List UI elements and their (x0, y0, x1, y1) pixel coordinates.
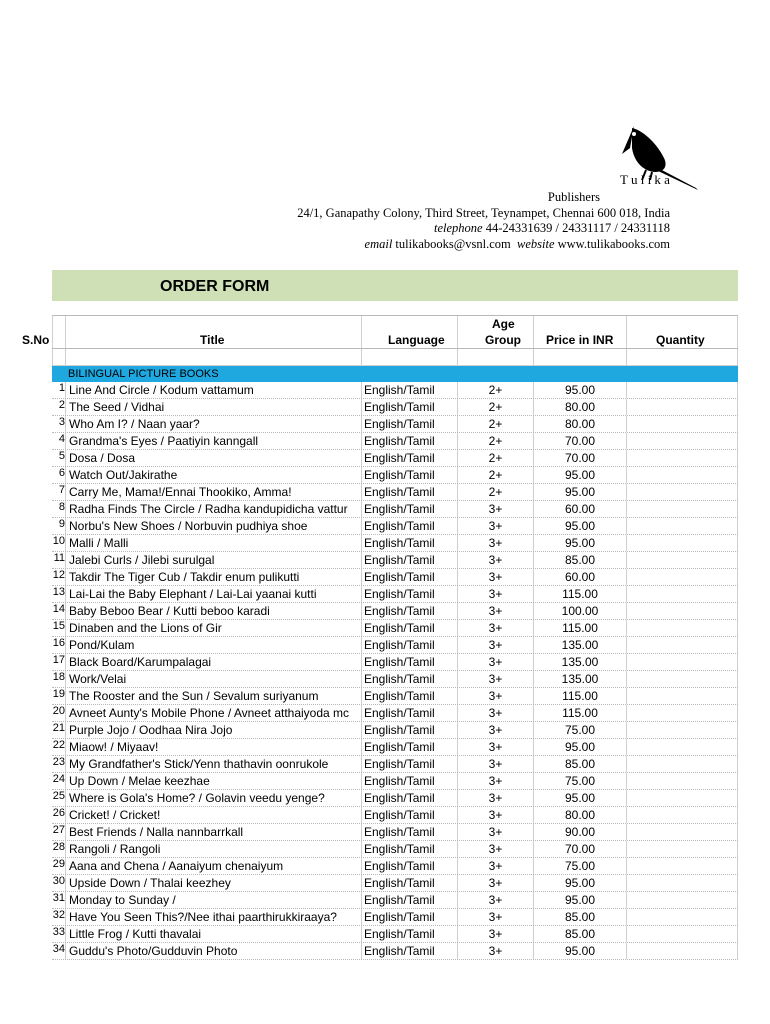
row-language: English/Tamil (361, 773, 457, 789)
row-sno: 10 (52, 535, 65, 547)
row-age-group: 3+ (457, 552, 533, 568)
row-language: English/Tamil (361, 790, 457, 806)
header-price: Price in INR (546, 333, 614, 347)
row-sno: 17 (52, 654, 65, 666)
quantity-input[interactable] (626, 756, 738, 772)
quantity-input[interactable] (626, 637, 738, 653)
row-language: English/Tamil (361, 620, 457, 636)
quantity-input[interactable] (626, 552, 738, 568)
row-price: 95.00 (533, 892, 626, 908)
quantity-input[interactable] (626, 518, 738, 534)
row-title: Norbu's New Shoes / Norbuvin pudhiya shoe (65, 518, 361, 534)
row-age-group: 3+ (457, 790, 533, 806)
row-sno: 15 (52, 620, 65, 632)
row-price: 95.00 (533, 467, 626, 483)
table-row (52, 416, 738, 433)
row-sno: 33 (52, 926, 65, 938)
header-quantity: Quantity (656, 333, 705, 347)
header-title: Title (200, 333, 225, 347)
row-language: English/Tamil (361, 569, 457, 585)
quantity-input[interactable] (626, 688, 738, 704)
row-language: English/Tamil (361, 671, 457, 687)
row-sno: 29 (52, 858, 65, 870)
row-age-group: 3+ (457, 705, 533, 721)
address: 24/1, Ganapathy Colony, Third Street, Teynampet, Chennai 600 018, India (297, 205, 670, 220)
category-label: BILINGUAL PICTURE BOOKS (68, 368, 219, 380)
row-title: Rangoli / Rangoli (65, 841, 361, 857)
row-language: English/Tamil (361, 399, 457, 415)
contact-line (297, 237, 670, 253)
row-sno: 28 (52, 841, 65, 853)
row-language: English/Tamil (361, 943, 457, 959)
row-title: Grandma's Eyes / Paatiyin kanngall (65, 433, 361, 449)
row-sno: 13 (52, 586, 65, 598)
table-row (52, 620, 738, 637)
row-title: Guddu's Photo/Gudduvin Photo (65, 943, 361, 959)
row-age-group: 3+ (457, 722, 533, 738)
row-price: 85.00 (533, 756, 626, 772)
quantity-input[interactable] (626, 807, 738, 823)
row-language: English/Tamil (361, 705, 457, 721)
row-title: Purple Jojo / Oodhaa Nira Jojo (65, 722, 361, 738)
row-sno: 16 (52, 637, 65, 649)
row-language: English/Tamil (361, 807, 457, 823)
row-age-group: 3+ (457, 739, 533, 755)
row-title: Jalebi Curls / Jilebi surulgal (65, 552, 361, 568)
row-price: 95.00 (533, 518, 626, 534)
table-row (52, 688, 738, 705)
table-row (52, 637, 738, 654)
tulika-logo (612, 118, 704, 190)
row-age-group: 3+ (457, 909, 533, 925)
quantity-input[interactable] (626, 433, 738, 449)
row-title: Miaow! / Miyaav! (65, 739, 361, 755)
row-language: English/Tamil (361, 382, 457, 398)
row-age-group: 3+ (457, 637, 533, 653)
row-age-group: 3+ (457, 620, 533, 636)
row-sno: 27 (52, 824, 65, 836)
table-row (52, 858, 738, 875)
row-title: Monday to Sunday / (65, 892, 361, 908)
table-row (52, 739, 738, 756)
row-sno: 22 (52, 739, 65, 751)
row-sno: 34 (52, 943, 65, 955)
row-language: English/Tamil (361, 603, 457, 619)
table-row (52, 467, 738, 484)
row-language: English/Tamil (361, 875, 457, 891)
row-price: 75.00 (533, 773, 626, 789)
row-age-group: 3+ (457, 824, 533, 840)
header-language: Language (388, 333, 445, 347)
row-price: 95.00 (533, 943, 626, 959)
row-title: Watch Out/Jakirathe (65, 467, 361, 483)
spacer-cell (361, 349, 457, 365)
quantity-input[interactable] (626, 399, 738, 415)
header-sno: S.No (22, 333, 50, 347)
row-age-group: 3+ (457, 858, 533, 874)
row-title: Little Frog / Kutti thavalai (65, 926, 361, 942)
row-sno: 23 (52, 756, 65, 768)
row-title: Where is Gola's Home? / Golavin veedu yenge? (65, 790, 361, 806)
quantity-input[interactable] (626, 892, 738, 908)
row-age-group: 3+ (457, 773, 533, 789)
row-title: The Rooster and the Sun / Sevalum suriyanum (65, 688, 361, 704)
row-title: Dosa / Dosa (65, 450, 361, 466)
quantity-input[interactable] (626, 926, 738, 942)
spacer-cell (533, 349, 626, 365)
table-row (52, 926, 738, 943)
quantity-input[interactable] (626, 722, 738, 738)
header-group: Group (485, 333, 521, 347)
table-row (52, 773, 738, 790)
table-header (22, 315, 738, 348)
row-age-group: 2+ (457, 484, 533, 500)
row-language: English/Tamil (361, 467, 457, 483)
row-age-group: 2+ (457, 450, 533, 466)
row-title: Avneet Aunty's Mobile Phone / Avneet atthaiyoda mc (65, 705, 361, 721)
row-age-group: 3+ (457, 586, 533, 602)
row-age-group: 3+ (457, 756, 533, 772)
quantity-input[interactable] (626, 824, 738, 840)
table-row (52, 756, 738, 773)
row-title: Line And Circle / Kodum vattamum (65, 382, 361, 398)
row-price: 70.00 (533, 841, 626, 857)
row-sno: 20 (52, 705, 65, 717)
row-price: 115.00 (533, 586, 626, 602)
header-cell-sno (52, 316, 65, 348)
table-row (52, 705, 738, 722)
row-age-group: 2+ (457, 467, 533, 483)
row-sno: 9 (58, 518, 65, 530)
row-language: English/Tamil (361, 552, 457, 568)
row-language: English/Tamil (361, 739, 457, 755)
table-row (52, 450, 738, 467)
quantity-input[interactable] (626, 467, 738, 483)
row-language: English/Tamil (361, 926, 457, 942)
row-language: English/Tamil (361, 586, 457, 602)
row-language: English/Tamil (361, 501, 457, 517)
row-age-group: 3+ (457, 943, 533, 959)
row-sno: 5 (58, 450, 65, 462)
row-age-group: 3+ (457, 603, 533, 619)
spacer-cell (52, 349, 65, 365)
row-sno: 25 (52, 790, 65, 802)
row-age-group: 3+ (457, 841, 533, 857)
row-title: Up Down / Melae keezhae (65, 773, 361, 789)
table-row (52, 654, 738, 671)
website-value[interactable]: www.tulikabooks.com (557, 236, 670, 251)
quantity-input[interactable] (626, 790, 738, 806)
row-language: English/Tamil (361, 858, 457, 874)
table-row (52, 892, 738, 909)
telephone-value: 44-24331639 / 24331117 / 24331118 (485, 221, 670, 235)
row-price: 70.00 (533, 433, 626, 449)
email-value[interactable]: tulikabooks@vsnl.com (395, 236, 511, 251)
table-row (52, 484, 738, 501)
row-title: The Seed / Vidhai (65, 399, 361, 415)
order-table (22, 315, 738, 960)
row-age-group: 2+ (457, 382, 533, 398)
row-sno: 19 (52, 688, 65, 700)
row-language: English/Tamil (361, 535, 457, 551)
table-row (52, 535, 738, 552)
row-age-group: 3+ (457, 535, 533, 551)
row-sno: 1 (58, 382, 65, 394)
row-age-group: 2+ (457, 416, 533, 432)
row-title: Malli / Malli (65, 535, 361, 551)
row-price: 135.00 (533, 671, 626, 687)
spacer-cell (626, 349, 738, 365)
table-row (52, 841, 738, 858)
row-sno: 30 (52, 875, 65, 887)
row-sno: 11 (53, 552, 65, 564)
brand-name: T u l i k a (620, 172, 670, 187)
row-sno: 21 (52, 722, 65, 734)
row-price: 115.00 (533, 705, 626, 721)
row-language: English/Tamil (361, 841, 457, 857)
row-price: 95.00 (533, 790, 626, 806)
row-price: 80.00 (533, 399, 626, 415)
quantity-input[interactable] (626, 382, 738, 398)
row-language: English/Tamil (361, 450, 457, 466)
table-row (52, 586, 738, 603)
spacer-cell (65, 349, 361, 365)
telephone-label: telephone (434, 221, 483, 235)
row-title: Pond/Kulam (65, 637, 361, 653)
row-sno: 2 (58, 399, 65, 411)
row-language: English/Tamil (361, 518, 457, 534)
quantity-input[interactable] (626, 875, 738, 891)
row-price: 80.00 (533, 416, 626, 432)
quantity-input[interactable] (626, 654, 738, 670)
telephone-line (297, 221, 670, 237)
row-sno: 32 (52, 909, 65, 921)
table-row (52, 722, 738, 739)
spacer-row (52, 348, 738, 366)
table-row (52, 671, 738, 688)
quantity-input[interactable] (626, 671, 738, 687)
row-title: Carry Me, Mama!/Ennai Thookiko, Amma! (65, 484, 361, 500)
quantity-input[interactable] (626, 586, 738, 602)
row-language: English/Tamil (361, 637, 457, 653)
row-sno: 31 (52, 892, 65, 904)
row-title: Best Friends / Nalla nannbarrkall (65, 824, 361, 840)
quantity-input[interactable] (626, 569, 738, 585)
row-price: 95.00 (533, 484, 626, 500)
row-title: My Grandfather's Stick/Yenn thathavin oonrukole (65, 756, 361, 772)
table-row (52, 943, 738, 960)
row-price: 85.00 (533, 552, 626, 568)
quantity-input[interactable] (626, 620, 738, 636)
row-language: English/Tamil (361, 892, 457, 908)
row-language: English/Tamil (361, 433, 457, 449)
website-label: website (517, 236, 555, 251)
row-price: 85.00 (533, 909, 626, 925)
row-sno: 4 (58, 433, 65, 445)
row-language: English/Tamil (361, 824, 457, 840)
table-row (52, 875, 738, 892)
quantity-input[interactable] (626, 535, 738, 551)
quantity-input[interactable] (626, 773, 738, 789)
row-age-group: 3+ (457, 671, 533, 687)
quantity-input[interactable] (626, 501, 738, 517)
row-price: 95.00 (533, 382, 626, 398)
table-row (52, 824, 738, 841)
publisher-info (297, 190, 670, 252)
quantity-input[interactable] (626, 705, 738, 721)
row-title: Lai-Lai the Baby Elephant / Lai-Lai yaanai kutti (65, 586, 361, 602)
book-rows (52, 382, 738, 960)
row-title: Who Am I? / Naan yaar? (65, 416, 361, 432)
order-form-banner (52, 270, 738, 301)
row-price: 75.00 (533, 722, 626, 738)
quantity-input[interactable] (626, 943, 738, 959)
row-price: 60.00 (533, 569, 626, 585)
row-sno: 24 (52, 773, 65, 785)
spacer-cell (457, 349, 533, 365)
publisher-label: Publishers (547, 190, 600, 204)
row-sno: 14 (52, 603, 65, 615)
row-price: 95.00 (533, 535, 626, 551)
row-price: 100.00 (533, 603, 626, 619)
row-language: English/Tamil (361, 484, 457, 500)
row-sno: 12 (52, 569, 65, 581)
table-row (52, 569, 738, 586)
row-price: 85.00 (533, 926, 626, 942)
row-age-group: 3+ (457, 807, 533, 823)
quantity-input[interactable] (626, 450, 738, 466)
header-age: Age (492, 317, 515, 331)
row-price: 95.00 (533, 875, 626, 891)
row-price: 60.00 (533, 501, 626, 517)
row-sno: 6 (58, 467, 65, 479)
page-title: ORDER FORM (160, 278, 270, 295)
row-sno: 8 (58, 501, 65, 513)
table-row (52, 399, 738, 416)
row-title: Baby Beboo Bear / Kutti beboo karadi (65, 603, 361, 619)
quantity-input[interactable] (626, 416, 738, 432)
row-price: 90.00 (533, 824, 626, 840)
row-title: Takdir The Tiger Cub / Takdir enum pulikutti (65, 569, 361, 585)
row-title: Work/Velai (65, 671, 361, 687)
row-age-group: 3+ (457, 654, 533, 670)
row-price: 115.00 (533, 620, 626, 636)
row-title: Radha Finds The Circle / Radha kandupidicha vattur (65, 501, 361, 517)
row-sno: 7 (58, 484, 65, 496)
table-row (52, 807, 738, 824)
quantity-input[interactable] (626, 484, 738, 500)
table-row (52, 518, 738, 535)
table-row (52, 382, 738, 399)
category-row (52, 366, 738, 382)
row-price: 80.00 (533, 807, 626, 823)
row-sno: 18 (52, 671, 65, 683)
row-title: Black Board/Karumpalagai (65, 654, 361, 670)
quantity-input[interactable] (626, 739, 738, 755)
row-language: English/Tamil (361, 909, 457, 925)
row-age-group: 3+ (457, 688, 533, 704)
table-row (52, 603, 738, 620)
row-title: Dinaben and the Lions of Gir (65, 620, 361, 636)
row-price: 135.00 (533, 637, 626, 653)
table-row (52, 909, 738, 926)
row-age-group: 3+ (457, 892, 533, 908)
row-language: English/Tamil (361, 722, 457, 738)
row-title: Aana and Chena / Aanaiyum chenaiyum (65, 858, 361, 874)
row-age-group: 3+ (457, 875, 533, 891)
row-age-group: 2+ (457, 399, 533, 415)
table-row (52, 790, 738, 807)
row-price: 75.00 (533, 858, 626, 874)
row-sno: 3 (58, 416, 65, 428)
row-price: 115.00 (533, 688, 626, 704)
row-age-group: 3+ (457, 926, 533, 942)
row-language: English/Tamil (361, 654, 457, 670)
row-age-group: 2+ (457, 433, 533, 449)
row-title: Cricket! / Cricket! (65, 807, 361, 823)
row-price: 95.00 (533, 739, 626, 755)
row-title: Upside Down / Thalai keezhey (65, 875, 361, 891)
quantity-input[interactable] (626, 909, 738, 925)
row-age-group: 3+ (457, 569, 533, 585)
row-age-group: 3+ (457, 501, 533, 517)
table-row (52, 433, 738, 450)
quantity-input[interactable] (626, 603, 738, 619)
quantity-input[interactable] (626, 841, 738, 857)
quantity-input[interactable] (626, 858, 738, 874)
row-language: English/Tamil (361, 688, 457, 704)
row-sno: 26 (52, 807, 65, 819)
row-language: English/Tamil (361, 756, 457, 772)
row-price: 135.00 (533, 654, 626, 670)
row-price: 70.00 (533, 450, 626, 466)
table-row (52, 501, 738, 518)
row-age-group: 3+ (457, 518, 533, 534)
row-title: Have You Seen This?/Nee ithai paarthirukkiraaya? (65, 909, 361, 925)
row-language: English/Tamil (361, 416, 457, 432)
email-label: email (364, 236, 393, 251)
table-row (52, 552, 738, 569)
